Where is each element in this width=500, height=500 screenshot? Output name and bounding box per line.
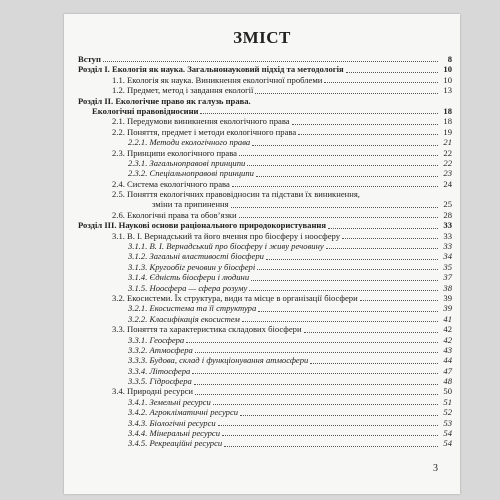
toc-entry-text: 3.2.2. Класифікація екосистем — [128, 313, 240, 324]
toc-page-number: 22 — [443, 147, 452, 158]
toc-leader-dots — [266, 259, 438, 260]
toc-leader-dots — [310, 363, 438, 364]
toc-entry-subsection — [78, 283, 452, 293]
toc-page-number: 42 — [443, 324, 452, 335]
toc-page-number: 38 — [443, 282, 452, 293]
toc-leader-dots — [258, 311, 438, 312]
toc-entry-text: 3.3.5. Гідросфера — [128, 376, 192, 387]
toc-page-number: 24 — [443, 178, 452, 189]
toc-leader-dots — [298, 134, 438, 135]
toc-page-number: 28 — [443, 209, 452, 220]
toc-entry-text: 3.3.3. Будова, склад і функціонування атмосфери — [128, 355, 309, 366]
toc-leader-dots — [346, 72, 438, 73]
toc-page-number: 48 — [443, 376, 452, 387]
toc-leader-dots — [324, 82, 438, 83]
toc-entry-text: Екологічні правовідносини — [92, 105, 199, 116]
toc-entry-section — [78, 324, 452, 334]
toc-entry-section — [78, 189, 452, 199]
toc-leader-dots — [213, 404, 438, 405]
toc-entry-subsection — [78, 262, 452, 272]
toc-leader-dots — [218, 425, 438, 426]
toc-leader-dots — [360, 300, 438, 301]
toc-entry-subsection — [78, 428, 452, 438]
toc-entry-text: 2.3. Принципи екологічного права — [112, 147, 237, 158]
toc-entry-text: 3.3.1. Геосфера — [128, 334, 185, 345]
toc-entry-section — [78, 210, 452, 220]
toc-entry-text: зміни та припинення — [152, 199, 229, 210]
toc-leader-dots — [255, 93, 438, 94]
toc-entry-text: Розділ II. Екологічне право як галузь права. — [78, 95, 251, 106]
toc-leader-dots — [231, 207, 438, 208]
toc-entry-text: 3.3. Поняття та характеристика складових біосфери — [112, 324, 302, 335]
toc-page-number: 47 — [443, 365, 452, 376]
toc-entry-subsection — [78, 438, 452, 448]
toc-leader-dots — [239, 217, 438, 218]
table-of-contents — [78, 54, 452, 449]
toc-page-number: 50 — [443, 386, 452, 397]
toc-entry-text: Розділ III. Наукові основи раціонального природокористування — [78, 220, 327, 231]
toc-page-number: 43 — [443, 344, 452, 355]
toc-page-number: 44 — [443, 355, 452, 366]
toc-leader-dots — [292, 124, 438, 125]
toc-leader-dots — [195, 394, 438, 395]
toc-entry-subsection — [78, 314, 452, 324]
toc-entry-subsection — [78, 345, 452, 355]
toc-leader-dots — [247, 165, 438, 166]
toc-entry-text: 3.1.1. В. І. Вернадський про біосферу і живу речовину — [128, 241, 324, 252]
toc-page-number: 10 — [443, 64, 452, 75]
toc-entry-section — [78, 231, 452, 241]
toc-leader-dots — [257, 269, 438, 270]
toc-leader-dots — [252, 145, 438, 146]
toc-entry-intro — [78, 54, 452, 64]
toc-page-number: 25 — [443, 199, 452, 210]
toc-entry-text: 2.2. Поняття, предмет і методи екологічного права — [112, 126, 297, 137]
toc-entry-text: 2.4. Система екологічного права — [112, 178, 230, 189]
toc-entry-text: 1.1. Екологія як наука. Виникнення екологічної проблеми — [112, 74, 323, 85]
toc-entry-section — [78, 179, 452, 189]
toc-entry-subsection — [78, 303, 452, 313]
toc-entry-subsection — [78, 251, 452, 261]
toc-entry-text: 3.3.4. Літосфера — [128, 365, 191, 376]
toc-leader-dots — [195, 352, 438, 353]
toc-page-number: 23 — [443, 168, 452, 179]
toc-leader-dots — [222, 435, 438, 436]
toc-entry-chapter-3 — [78, 220, 452, 230]
toc-entry-text: 3.2. Екосистеми. Їх структура, види та місце в організації біосфери — [112, 292, 358, 303]
page-title: ЗМІСТ — [233, 28, 291, 47]
toc-entry-text: 3.1. В. І. Вернадський та його вчення про біосферу і ноосферу — [112, 230, 341, 241]
toc-entry-subsection — [78, 366, 452, 376]
toc-entry-subsection — [78, 418, 452, 428]
toc-page-number: 37 — [443, 272, 452, 283]
toc-entry-text: 3.1.3. Кругообіг речовин у біосфері — [128, 261, 256, 272]
toc-leader-dots — [239, 155, 438, 156]
toc-entry-chapter-1 — [78, 64, 452, 74]
toc-entry-subsection — [78, 376, 452, 386]
toc-entry-text: 2.6. Екологічні права та обов’язки — [112, 209, 237, 220]
toc-entry-text: 3.4.4. Мінеральні ресурси — [128, 428, 221, 439]
toc-leader-dots — [256, 176, 438, 177]
toc-entry-text: Розділ I. Екологія як наука. Загальнонауковий підхід та методологія — [78, 64, 344, 75]
toc-entry-chapter-2 — [78, 96, 452, 106]
toc-entry-text: 3.1.5. Ноосфера — сфера розуму — [128, 282, 248, 293]
book-page — [64, 14, 460, 494]
toc-page-number: 33 — [443, 230, 452, 241]
toc-page-number: 52 — [443, 407, 452, 418]
toc-entry-text: 3.4.5. Рекреаційні ресурси — [128, 438, 223, 449]
toc-page-number: 21 — [443, 137, 452, 148]
toc-entry-subsection — [78, 137, 452, 147]
toc-entry-text: 2.5. Поняття екологічних правовідносин та підстави їх виникнення, — [112, 189, 360, 200]
toc-leader-dots — [242, 321, 438, 322]
toc-leader-dots — [342, 238, 438, 239]
toc-page-number: 39 — [443, 303, 452, 314]
toc-entry-text: 3.2.1. Екосистема та її структура — [128, 303, 257, 314]
toc-entry-chapter-2-cont — [78, 106, 452, 116]
toc-leader-dots — [328, 228, 438, 229]
toc-page-number: 53 — [443, 417, 452, 428]
toc-leader-dots — [103, 61, 438, 62]
toc-entry-section-cont — [78, 199, 452, 209]
toc-entry-text: 3.4.1. Земельні ресурси — [128, 396, 211, 407]
toc-entry-subsection — [78, 241, 452, 251]
toc-page-number: 51 — [443, 396, 452, 407]
toc-page-number: 33 — [443, 220, 452, 231]
toc-entry-section — [78, 127, 452, 137]
toc-page-number: 18 — [443, 105, 452, 116]
toc-leader-dots — [251, 280, 438, 281]
toc-entry-subsection — [78, 272, 452, 282]
toc-entry-section — [78, 148, 452, 158]
toc-page-number: 13 — [443, 85, 452, 96]
toc-leader-dots — [326, 248, 438, 249]
toc-page-number: 18 — [443, 116, 452, 127]
toc-entry-section — [78, 116, 452, 126]
toc-entry-section — [78, 85, 452, 95]
toc-entry-section — [78, 293, 452, 303]
toc-leader-dots — [240, 415, 438, 416]
toc-entry-text: Вступ — [78, 53, 101, 64]
toc-entry-subsection — [78, 335, 452, 345]
toc-entry-subsection — [78, 397, 452, 407]
toc-entry-subsection — [78, 168, 452, 178]
toc-page-number: 54 — [443, 428, 452, 439]
toc-entry-subsection — [78, 407, 452, 417]
toc-leader-dots — [192, 373, 438, 374]
toc-entry-text: 2.1. Передумови виникнення екологічного права — [112, 116, 290, 127]
toc-page-number: 35 — [443, 261, 452, 272]
toc-page-number: 10 — [443, 74, 452, 85]
toc-leader-dots — [186, 342, 438, 343]
toc-entry-text: 1.2. Предмет, метод і завдання екології — [112, 85, 254, 96]
toc-entry-text: 3.4. Природні ресурси — [112, 386, 194, 397]
toc-page-number: 54 — [443, 438, 452, 449]
toc-entry-text: 3.1.4. Єдність біосфери і людини — [128, 272, 250, 283]
toc-entry-text: 3.4.3. Біологічні ресурси — [128, 417, 216, 428]
toc-leader-dots — [249, 290, 438, 291]
toc-leader-dots — [200, 113, 438, 114]
page-number: 3 — [433, 463, 438, 474]
toc-page-number: 22 — [443, 157, 452, 168]
toc-entry-text: 2.3.1. Загальноправові принципи — [128, 157, 246, 168]
toc-page-number: 39 — [443, 292, 452, 303]
toc-entry-subsection — [78, 355, 452, 365]
toc-leader-dots — [224, 446, 438, 447]
toc-leader-dots — [304, 332, 438, 333]
toc-page-number: 41 — [443, 313, 452, 324]
toc-leader-dots — [194, 384, 438, 385]
toc-entry-text: 3.1.2. Загальні властивості біосфери — [128, 251, 264, 262]
toc-entry-text: 3.3.2. Атмосфера — [128, 344, 193, 355]
toc-entry-section — [78, 75, 452, 85]
toc-entry-text: 3.4.2. Агрокліматичні ресурси — [128, 407, 239, 418]
toc-page-number: 34 — [443, 251, 452, 262]
toc-page-number: 42 — [443, 334, 452, 345]
toc-entry-subsection — [78, 158, 452, 168]
toc-entry-text: 2.2.1. Методи екологічного права — [128, 137, 251, 148]
toc-page-number: 8 — [447, 53, 452, 64]
toc-leader-dots — [232, 186, 438, 187]
toc-entry-text: 2.3.2. Спеціальноправові принципи — [128, 168, 254, 179]
toc-page-number: 19 — [443, 126, 452, 137]
toc-entry-section — [78, 387, 452, 397]
toc-page-number: 33 — [443, 241, 452, 252]
